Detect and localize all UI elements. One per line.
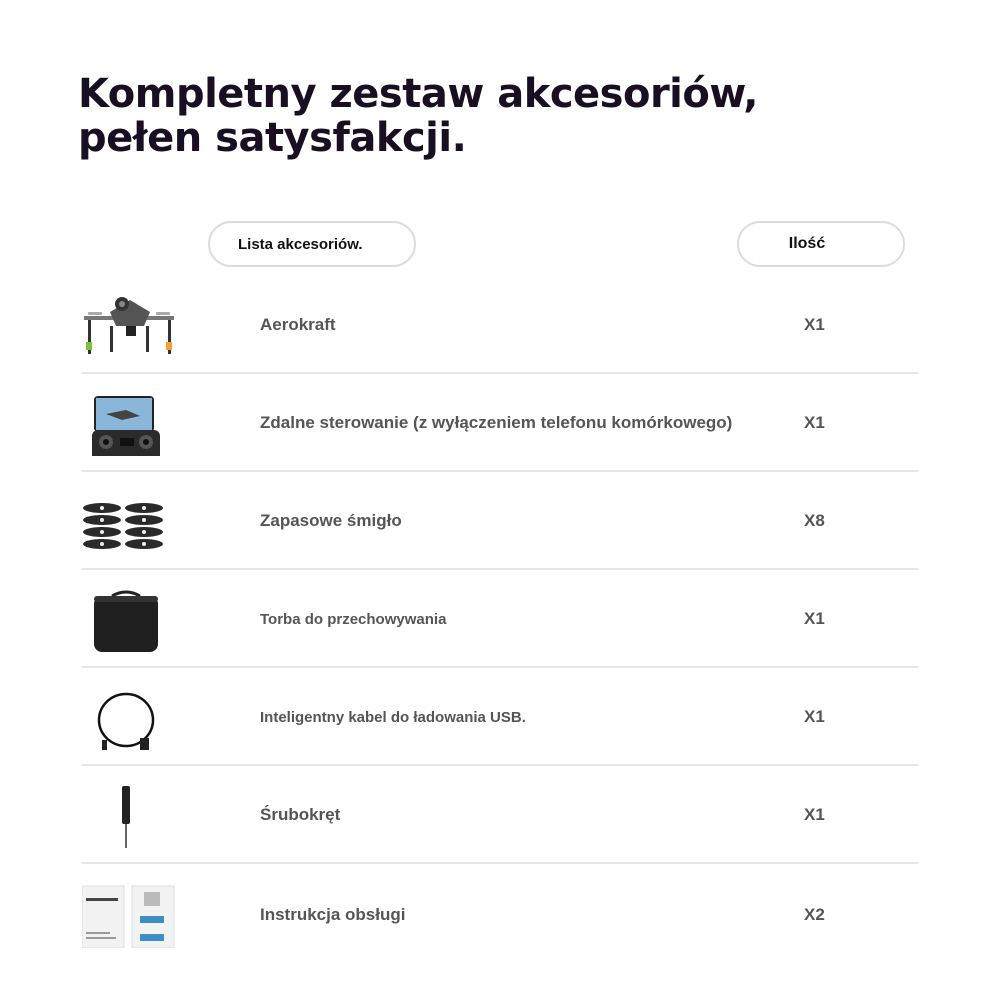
item-name: Śrubokręt	[260, 805, 341, 824]
item-name: Inteligentny kabel do ładowania USB.	[260, 708, 526, 726]
list-item	[82, 472, 918, 570]
title-line-1: Kompletny zestaw akcesoriów,	[78, 71, 758, 117]
item-quantity: X1	[804, 805, 825, 824]
item-name: Torba do przechowywania	[260, 610, 447, 628]
item-name: Instrukcja obsługi	[260, 905, 406, 924]
page-title	[78, 72, 838, 160]
quantity-header-label: Ilość	[788, 235, 826, 252]
accessory-list-header-label: Lista akcesoriów.	[238, 235, 363, 253]
propellers-icon	[82, 478, 178, 554]
row-divider	[82, 862, 918, 864]
item-quantity: X1	[804, 609, 825, 628]
item-name: Zdalne sterowanie (z wyłączeniem telefonu komórkowego)	[260, 413, 733, 432]
list-item	[82, 766, 918, 864]
drone-icon	[82, 282, 178, 358]
list-item	[82, 276, 918, 374]
manual-icon	[82, 872, 178, 948]
list-item	[82, 570, 918, 668]
item-name: Zapasowe śmigło	[260, 511, 402, 530]
item-quantity: X2	[804, 905, 825, 924]
list-item	[82, 374, 918, 472]
item-quantity: X1	[804, 315, 825, 334]
title-line-2: pełen satysfakcji.	[78, 115, 467, 161]
item-quantity: X8	[804, 511, 825, 530]
storage-bag-icon	[82, 576, 178, 652]
remote-controller-icon	[82, 380, 178, 456]
list-item	[82, 866, 918, 962]
quantity-header	[737, 221, 905, 267]
usb-cable-icon	[82, 674, 178, 750]
accessory-list-header	[208, 221, 416, 267]
screwdriver-icon	[82, 772, 178, 848]
item-name: Aerokraft	[260, 315, 336, 334]
list-item	[82, 668, 918, 766]
item-quantity: X1	[804, 707, 825, 726]
item-quantity: X1	[804, 413, 825, 432]
